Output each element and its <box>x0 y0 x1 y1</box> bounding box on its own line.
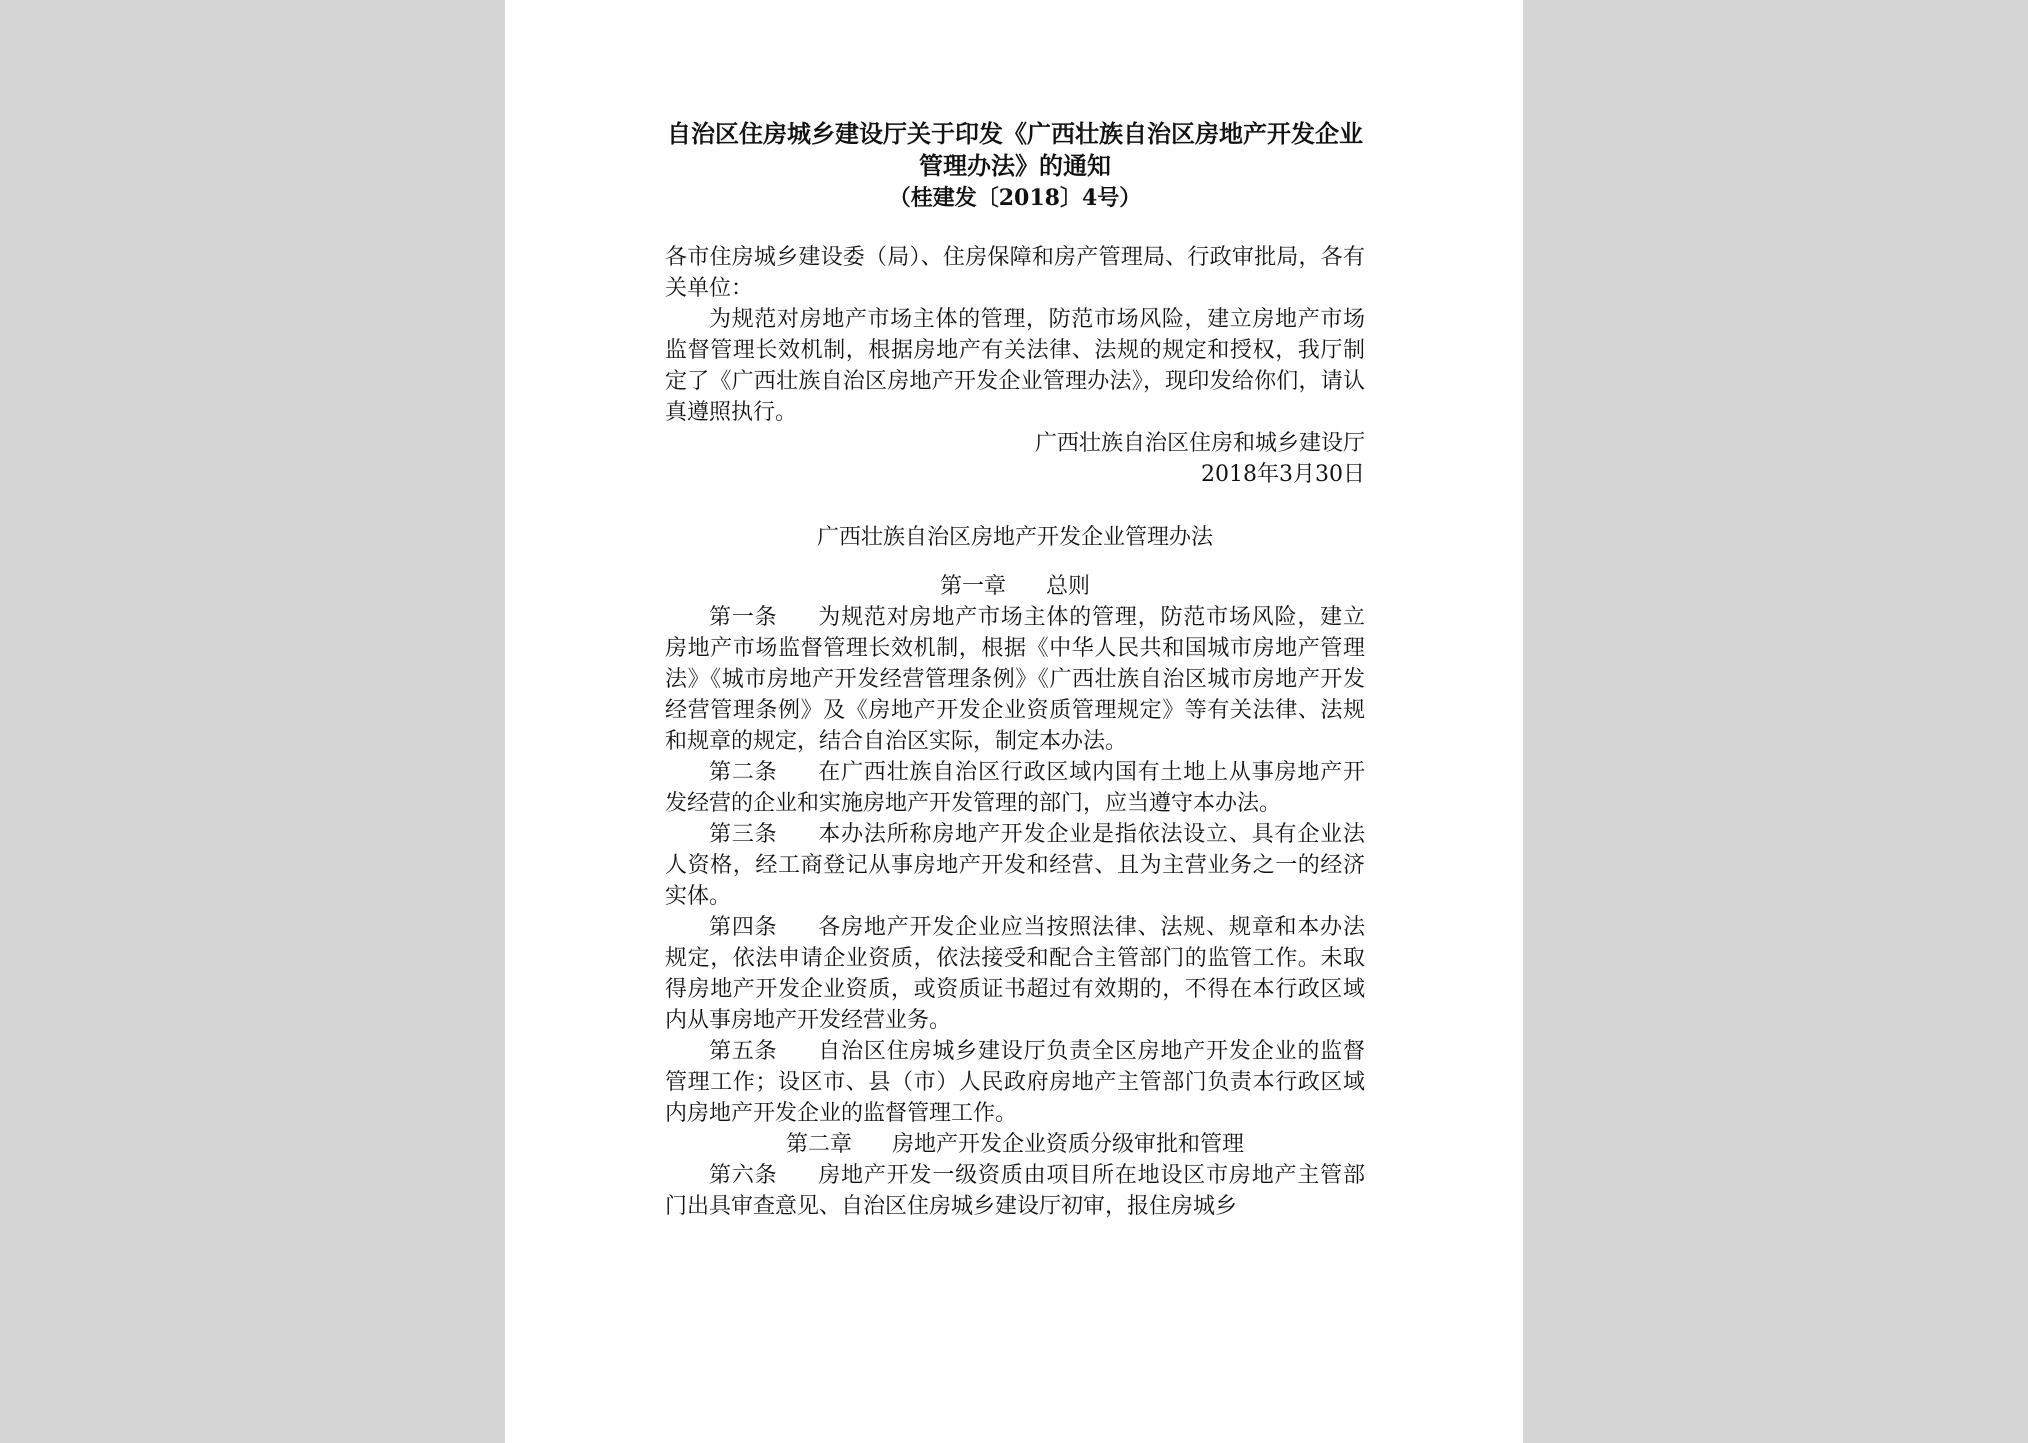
document-page <box>505 0 1523 1443</box>
notice-title-line-2: 管理办法》的通知 <box>919 151 1111 180</box>
chapter-number: 第二章 <box>785 1132 852 1157</box>
document-number: （桂建发〔2018〕4号） <box>888 185 1142 211</box>
article-label: 第三条 <box>709 822 778 847</box>
article-text: 为规范对房地产市场主体的管理，防范市场风险，建立房地产市场监督管理长效机制，根据《中华人民共和国城市房地产管理法》《城市房地产开发经营管理条例》《广西壮族自治区城市房地产开发经营管理条例》及《房地产开发企业资质管理规定》等有关法律、法规和规章的规定，结合自治区实际，制定本办法。 <box>665 605 1365 754</box>
addressee: 各市住房城乡建设委（局）、住房保障和房产管理局、行政审批局，各有关单位： <box>665 245 1365 301</box>
chapter-1-heading <box>665 571 1365 602</box>
notice-title-line-1: 自治区住房城乡建设厅关于印发《广西壮族自治区房地产开发企业 <box>667 119 1363 148</box>
article-2 <box>665 757 1365 819</box>
issue-date: 2018年3月30日 <box>1201 462 1365 487</box>
document-content <box>665 118 1365 1222</box>
article-label: 第一条 <box>709 605 778 630</box>
article-3 <box>665 819 1365 912</box>
article-text: 本办法所称房地产开发企业是指依法设立、具有企业法人资格，经工商登记从事房地产开发和经营、且为主营业务之一的经济实体。 <box>665 822 1365 909</box>
article-label: 第四条 <box>709 915 778 940</box>
article-label: 第五条 <box>709 1039 778 1064</box>
article-6 <box>665 1160 1365 1222</box>
regulation-title: 广西壮族自治区房地产开发企业管理办法 <box>816 525 1213 550</box>
article-4 <box>665 912 1365 1036</box>
article-label: 第二条 <box>709 760 778 785</box>
chapter-name: 房地产开发企业资质分级审批和管理 <box>892 1132 1245 1157</box>
issuer: 广西壮族自治区住房和城乡建设厅 <box>1034 431 1365 456</box>
chapter-name: 总则 <box>1046 574 1091 599</box>
article-5 <box>665 1036 1365 1129</box>
article-text: 在广西壮族自治区行政区域内国有土地上从事房地产开发经营的企业和实施房地产开发管理的部门，应当遵守本办法。 <box>665 760 1365 816</box>
article-text: 各房地产开发企业应当按照法律、法规、规章和本办法规定，依法申请企业资质，依法接受和配合主管部门的监管工作。未取得房地产开发企业资质，或资质证书超过有效期的，不得在本行政区域内从事房地产开发经营业务。 <box>665 915 1365 1033</box>
chapter-number: 第一章 <box>939 574 1006 599</box>
chapter-2-heading <box>665 1129 1365 1160</box>
notice-body: 为规范对房地产市场主体的管理，防范市场风险，建立房地产市场监督管理长效机制，根据房地产有关法律、法规的规定和授权，我厅制定了《广西壮族自治区房地产开发企业管理办法》，现印发给你们，请认真遵照执行。 <box>665 307 1365 425</box>
article-label: 第六条 <box>709 1163 778 1188</box>
article-text: 自治区住房城乡建设厅负责全区房地产开发企业的监督管理工作；设区市、县（市）人民政府房地产主管部门负责本行政区域内房地产开发企业的监督管理工作。 <box>665 1039 1365 1126</box>
article-text: 房地产开发一级资质由项目所在地设区市房地产主管部门出具审查意见、自治区住房城乡建设厅初审，报住房城乡 <box>665 1163 1365 1219</box>
article-1 <box>665 602 1365 757</box>
